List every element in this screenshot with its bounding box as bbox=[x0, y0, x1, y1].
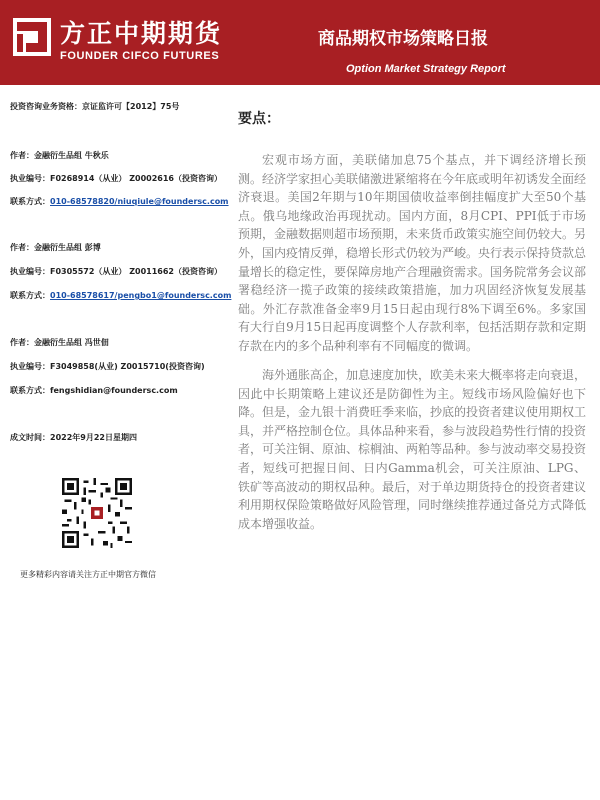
analyst-cert: 执业编号：F3049858(从业) Z0015710(投资咨询) bbox=[10, 362, 205, 371]
report-title: 商品期权市场策略日报 bbox=[318, 29, 488, 49]
wechat-qr-code bbox=[62, 478, 132, 548]
analyst-cert: 执业编号：F0305572（从业） Z0011662（投资咨询） bbox=[10, 267, 222, 276]
analyst-author: 作者：金融衍生品组 彭博 bbox=[10, 243, 101, 252]
contact-label: 联系方式： bbox=[10, 197, 50, 206]
analyst-cert: 执业编号：F0268914（从业） Z0002616（投资咨询） bbox=[10, 174, 222, 183]
qr-caption: 更多精彩内容请关注方正中期官方微信 bbox=[20, 570, 156, 579]
contact-label: 联系方式： bbox=[10, 291, 50, 300]
license-text: 投资咨询业务资格：京证监许可【2012】75号 bbox=[10, 102, 180, 111]
summary-paragraph: 宏观市场方面，美联储加息75个基点，并下调经济增长预测。经济学家担心美联储激进紧缩将在今年底或明年初诱发全面经济衰退。美国2年期与10年期国债收益率倒挂幅度扩大至50个基点。俄乌地缘政治再现扰动。国内方面，8月CPI、PPI低于市场预期，金融数据则超市场预期，未来货币政策实施空间仍较大。另外，国内疫情反弹，稳增长形式仍较为严峻。央行表示保持贷款总量增长的稳定性，要保障房地产合理融资需求。国务院常务会议部署稳经济一揽子政策的接续政策措施，加力巩固经济恢复发展基础。外汇存款准备金率9月15日起由现行8%下调至6%。多家国有大行自9月15日起再度调整个人存款利率，包括活期存款和定期存款在内的多个品种利率有不同幅度的微调。 bbox=[238, 153, 587, 353]
report-date: 成文时间：2022年9月22日星期四 bbox=[10, 433, 137, 442]
brand-name-cn: 方正中期期货 bbox=[60, 19, 223, 48]
contact-label: 联系方式： bbox=[10, 386, 50, 395]
brand-name-en: FOUNDER CIFCO FUTURES bbox=[60, 50, 220, 62]
report-header bbox=[0, 0, 600, 85]
analyst-contact bbox=[10, 196, 229, 207]
analyst-author: 作者：金融衍生品组 牛秋乐 bbox=[10, 151, 109, 160]
analyst-author: 作者：金融衍生品组 冯世佃 bbox=[10, 338, 109, 347]
contact-link[interactable]: 010-68578820/niuqiule@foundersc.com bbox=[50, 197, 229, 206]
report-subtitle: Option Market Strategy Report bbox=[346, 63, 506, 75]
analyst-contact bbox=[10, 290, 231, 301]
contact-email: fengshidian@foundersc.com bbox=[50, 386, 178, 395]
analyst-contact bbox=[10, 385, 178, 396]
founder-logo-icon bbox=[12, 17, 52, 57]
key-points-heading: 要点： bbox=[238, 111, 280, 127]
summary-paragraph: 海外通胀高企，加息速度加快，欧美未来大概率将走向衰退，因此中长期策略上建议还是防御性为主。短线市场风险偏好也下降。但是，金九银十消费旺季来临，抄底的投资者建议使用期权工具，并严格控制仓位。具体品种来看，参与波段趋势性行情的投资者，可关注铜、原油、棕榈油、两粕等品种。参与波动率交易投资者，短线可把握日间、日内Gamma机会，可关注原油、LPG、铁矿等高波动的期权品种。最后，对于单边期货持仓的投资者建议利用期权保险策略做好风险管理，同时继续推荐通过备兑方式降低成本增强收益。 bbox=[238, 368, 587, 531]
contact-link[interactable]: 010-68578617/pengbo1@foundersc.com bbox=[50, 291, 232, 300]
